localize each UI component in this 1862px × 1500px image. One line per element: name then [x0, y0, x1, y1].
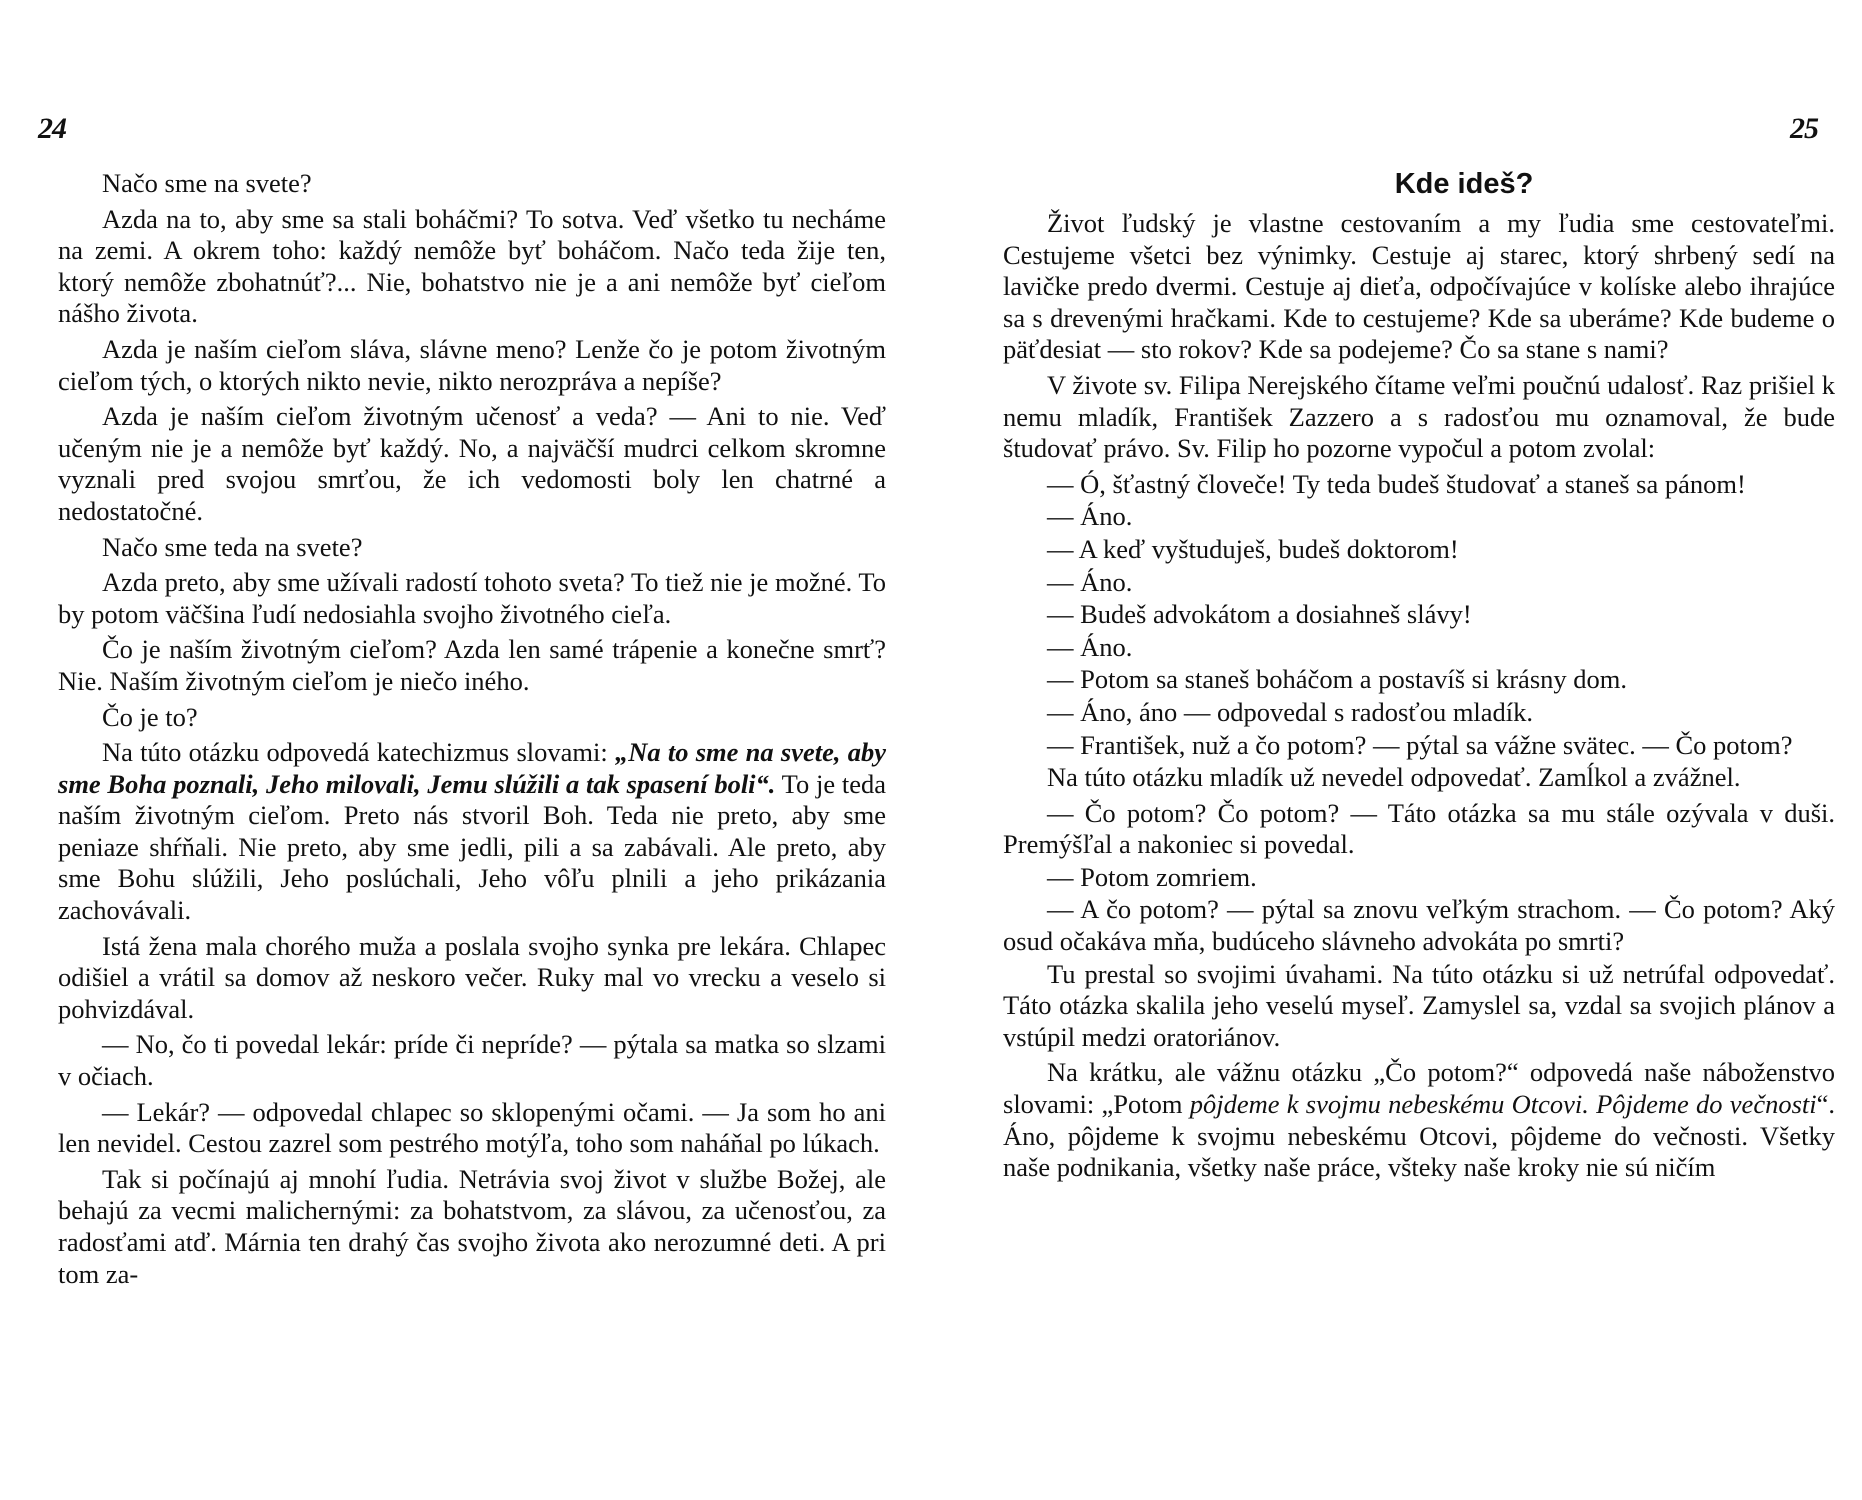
- paragraph: — Potom zomriem.: [1047, 861, 1257, 892]
- paragraph: — A čo potom? — pýtal sa znovu veľkým strachom. — Čo potom? Aký osud očakáva mňa, budúceho slávneho advokáta po smrti?: [1003, 894, 1835, 957]
- paragraph: Čo je to?: [102, 701, 198, 732]
- catechism-paragraph: [58, 737, 886, 927]
- paragraph: Tu prestal so svojimi úvahami. Na túto otázku si už netrúfal odpovedať. Táto otázka skalila jeho veselú myseľ. Zamyslel sa, vzdal sa svojich plánov a vstúpil medzi oratoriánov.: [1003, 958, 1835, 1052]
- right-page: [931, 0, 1862, 1500]
- dialog-line: — Áno.: [1047, 631, 1133, 662]
- paragraph: V živote sv. Filipa Nerejského čítame veľmi poučnú udalosť. Raz prišiel k nemu mladík, František Zazzero a s radosťou mu oznamoval, že bude študovať právo. Sv. Filip ho pozorne vypočul a potom zvolal:: [1003, 369, 1835, 464]
- left-text-column: [58, 168, 886, 1294]
- dialog-line: — Áno.: [1047, 501, 1133, 532]
- paragraph: Čo je naším životným cieľom? Azda len samé trápenie a konečne smrť? Nie. Naším životným cieľom je niečo iného.: [58, 634, 886, 696]
- chapter-title: Kde ideš?: [1394, 168, 1534, 200]
- paragraph: — Čo potom? Čo potom? — Táto otázka sa mu stále ozývala v duši. Premýšľal a nakoniec si povedal.: [1003, 797, 1835, 860]
- paragraph: Istá žena mala chorého muža a poslala svojho synka pre lekára. Chlapec odišiel a vrátil sa domov až neskoro večer. Ruky mal vo vrecku a veselo si pohvizdával.: [58, 930, 886, 1024]
- page-number: 24: [38, 112, 66, 145]
- dialog-line: — Áno.: [1047, 566, 1133, 597]
- paragraph: — Lekár? — odpovedal chlapec so sklopenými očami. — Ja som ho ani len nevidel. Cestou zazrel som pestrého motýľa, toho som naháňal po lúkach.: [58, 1096, 886, 1159]
- paragraph: Azda preto, aby sme užívali radostí tohoto sveta? To tiež nie je možné. To by potom väčšina ľudí nedosiahla svojho životného cieľa.: [58, 567, 886, 629]
- dialog-line: — Budeš advokátom a dosiahneš slávy!: [1047, 599, 1472, 630]
- paragraph: Azda na to, aby sme sa stali boháčmi? To sotva. Veď všetko tu necháme na zemi. A okrem toho: každý nemôže byť boháčom. Načo teda žije ten, ktorý nemôže zbohatnúť?... Nie, bohatstvo nie je a ani nemôže byť cieľom nášho života.: [58, 203, 886, 329]
- catechism-rest: To je teda naším životným cieľom. Preto nás stvoril Boh. Teda nie preto, aby sme peniaze shŕňali. Nie preto, aby sme jedli, pili a sa zabávali. Ale preto, aby sme Bohu slúžili, Jeho poslúchali, Jeho vôľu plnili a jeho prikázania zachovávali.: [58, 768, 886, 926]
- page-number: 25: [1790, 112, 1818, 145]
- paragraph: Načo sme teda na svete?: [102, 531, 363, 562]
- dialog-line: — Ó, šťastný človeče! Ty teda budeš študovať a staneš sa pánom!: [1047, 468, 1746, 499]
- dialog-line: — Áno, áno — odpovedal s radosťou mladík.: [1047, 696, 1534, 727]
- paragraph: Načo sme na svete?: [102, 168, 312, 198]
- paragraph: Azda je naším cieľom sláva, slávne meno? Lenže čo je potom životným cieľom tých, o ktorých nikto nevie, nikto nerozpráva a nepíše?: [58, 333, 886, 396]
- dialog-line: — František, nuž a čo potom? — pýtal sa vážne svätec. — Čo potom?: [1047, 729, 1793, 760]
- final-quote: pôjdeme k svojmu nebeskému Otcovi. Pôjdeme do večnosti: [1189, 1089, 1817, 1120]
- paragraph: Na túto otázku mladík už nevedel odpovedať. Zamĺkol a zvážnel.: [1047, 762, 1741, 793]
- paragraph: Azda je naším cieľom životným učenosť a veda? — Ani to nie. Veď učeným nie je a nemôže byť každý. No, a najväčší mudrci celkom skromne vyznali pred svojou smrťou, že ich vedomosti boly len chatrné a nedostatočné.: [58, 401, 886, 526]
- dialog-line: — A keď vyštuduješ, budeš doktorom!: [1047, 533, 1459, 564]
- catechism-intro: Na túto otázku odpovedá katechizmus slovami:: [102, 737, 615, 768]
- paragraph: Tak si počínajú aj mnohí ľudia. Netrávia svoj život v službe Božej, ale behajú za vecmi malichernými: za bohatstvom, za slávou, za učenosťou, za radosťami atď. Márnia ten drahý čas svojho života ako nerozumné deti. A pri tom za-: [58, 1163, 886, 1289]
- paragraph: — No, čo ti povedal lekár: príde či nepríde? — pýtala sa matka so slzami v očiach.: [58, 1029, 886, 1092]
- right-text-column: [1003, 164, 1835, 1188]
- dialog-line: — Potom sa staneš boháčom a postavíš si krásny dom.: [1047, 664, 1627, 695]
- final-paragraph: [1003, 1057, 1835, 1183]
- final-intro: Na krátku, ale vážnu otázku „Čo potom?“ odpovedá naše náboženstvo slovami: „Potom: [1003, 1057, 1835, 1120]
- final-rest: “. Áno, pôjdeme k svojmu nebeskému Otcovi, pôjdeme do večnosti. Všetky naše podnikania, všetky naše práce, všteky naše kroky nie sú ničím: [1003, 1089, 1836, 1183]
- paragraph: Život ľudský je vlastne cestovaním a my ľudia sme cestovateľmi. Cestujeme všetci bez výnimky. Cestuje aj starec, ktorý shrbený sedí na lavičke predo dvermi. Cestuje aj dieťa, odpočívajúce v kolíske alebo ihrajúce sa s drevenými hračkami. Kde to cestujeme? Kde sa uberáme? Kde budeme o päťdesiat — sto rokov? Kde sa podejeme? Čo sa stane s nami?: [1003, 208, 1835, 365]
- catechism-quote: „Na to sme na svete, aby sme Boha poznali, Jeho milovali, Jemu slúžili a tak spasení boli“.: [58, 737, 886, 799]
